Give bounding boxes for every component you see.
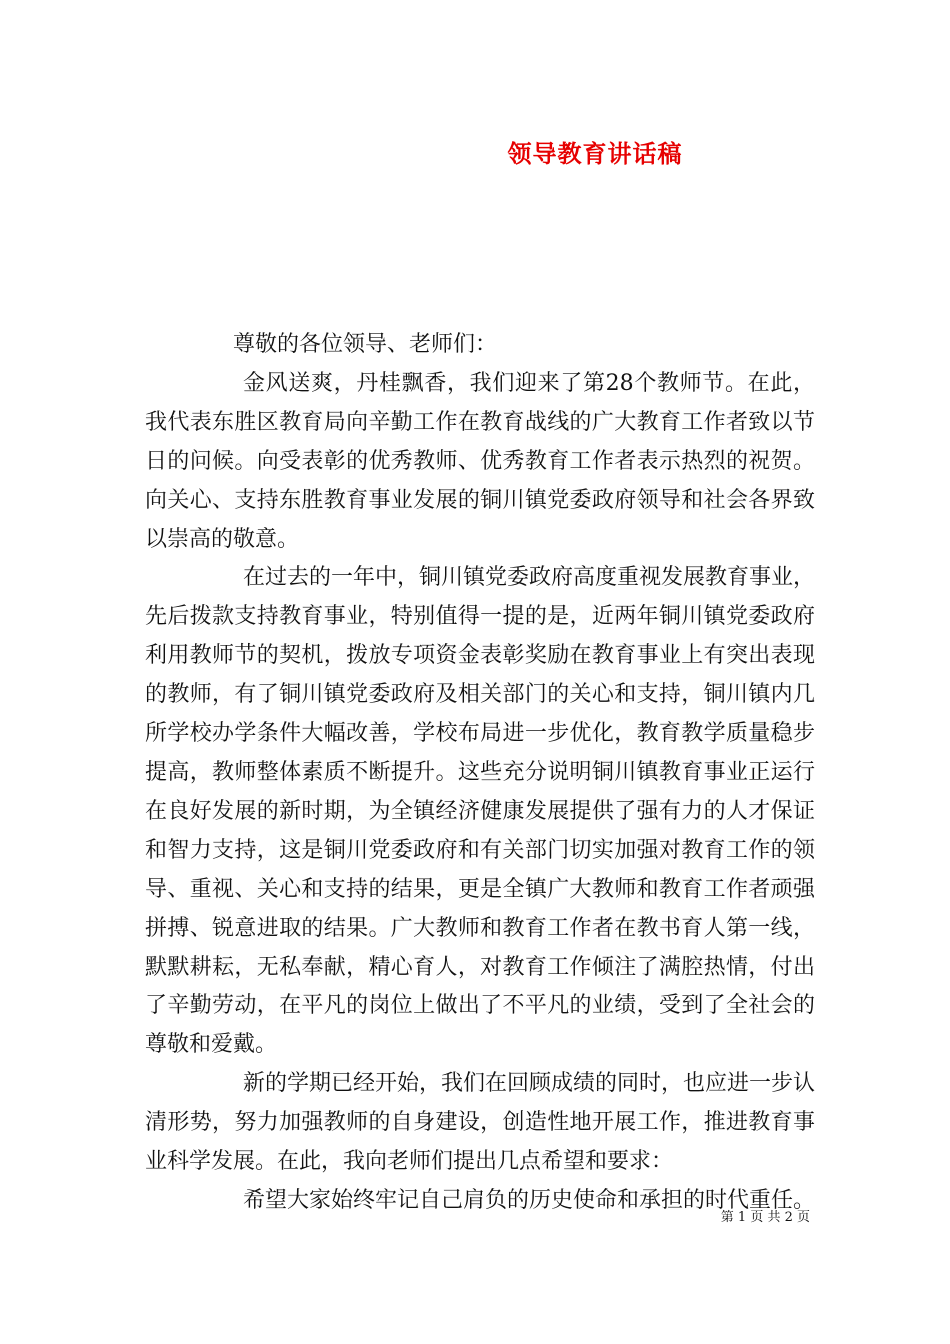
document-body	[145, 326, 815, 1221]
paragraph-3: 新的学期已经开始，我们在回顾成绩的同时，也应进一步认清形势，努力加强教师的自身建设，创造性地开展工作，推进教育事业科学发展。在此，我向老师们提出几点希望和要求：	[145, 1071, 816, 1175]
page-number-footer: 第 1 页 共 2 页	[720, 1210, 810, 1225]
salutation: 尊敬的各位领导、老师们：	[233, 332, 498, 357]
paragraph-4: 希望大家始终牢记自己肩负的历史使命和承担的时代重任。	[243, 1187, 816, 1213]
paragraph-1: 金风送爽，丹桂飘香，我们迎来了第28个教师节。在此，我代表东胜区教育局向辛勤工作在教育战线的广大教育工作者致以节日的问候。向受表彰的优秀教师、优秀教育工作者表示热烈的祝贺。向关心、支持东胜教育事业发展的铜川镇党委政府领导和社会各界致以崇高的敬意。	[145, 370, 815, 552]
paragraph-2: 在过去的一年中，铜川镇党委政府高度重视发展教育事业，先后拨款支持教育事业，特别值得一提的是，近两年铜川镇党委政府利用教师节的契机，拨放专项资金表彰奖励在教育事业上有突出表现的教师，有了铜川镇党委政府及相关部门的关心和支持，铜川镇内几所学校办学条件大幅改善，学校布局进一步优化，教育教学质量稳步提高，教师整体素质不断提升。这些充分说明铜川镇教育事业正运行在良好发展的新时期，为全镇经济健康发展提供了强有力的人才保证和智力支持，这是铜川党委政府和有关部门切实加强对教育工作的领导、重视、关心和支持的结果，更是全镇广大教师和教育工作者顽强拼搏、锐意进取的结果。广大教师和教育工作者在教书育人第一线，默默耕耘，无私奉献，精心育人，对教育工作倾注了满腔热情，付出了辛勤劳动，在平凡的岗位上做出了不平凡的业绩，受到了全社会的尊敬和爱戴。	[145, 565, 816, 1058]
document-title: 领导教育讲话稿	[507, 139, 683, 168]
